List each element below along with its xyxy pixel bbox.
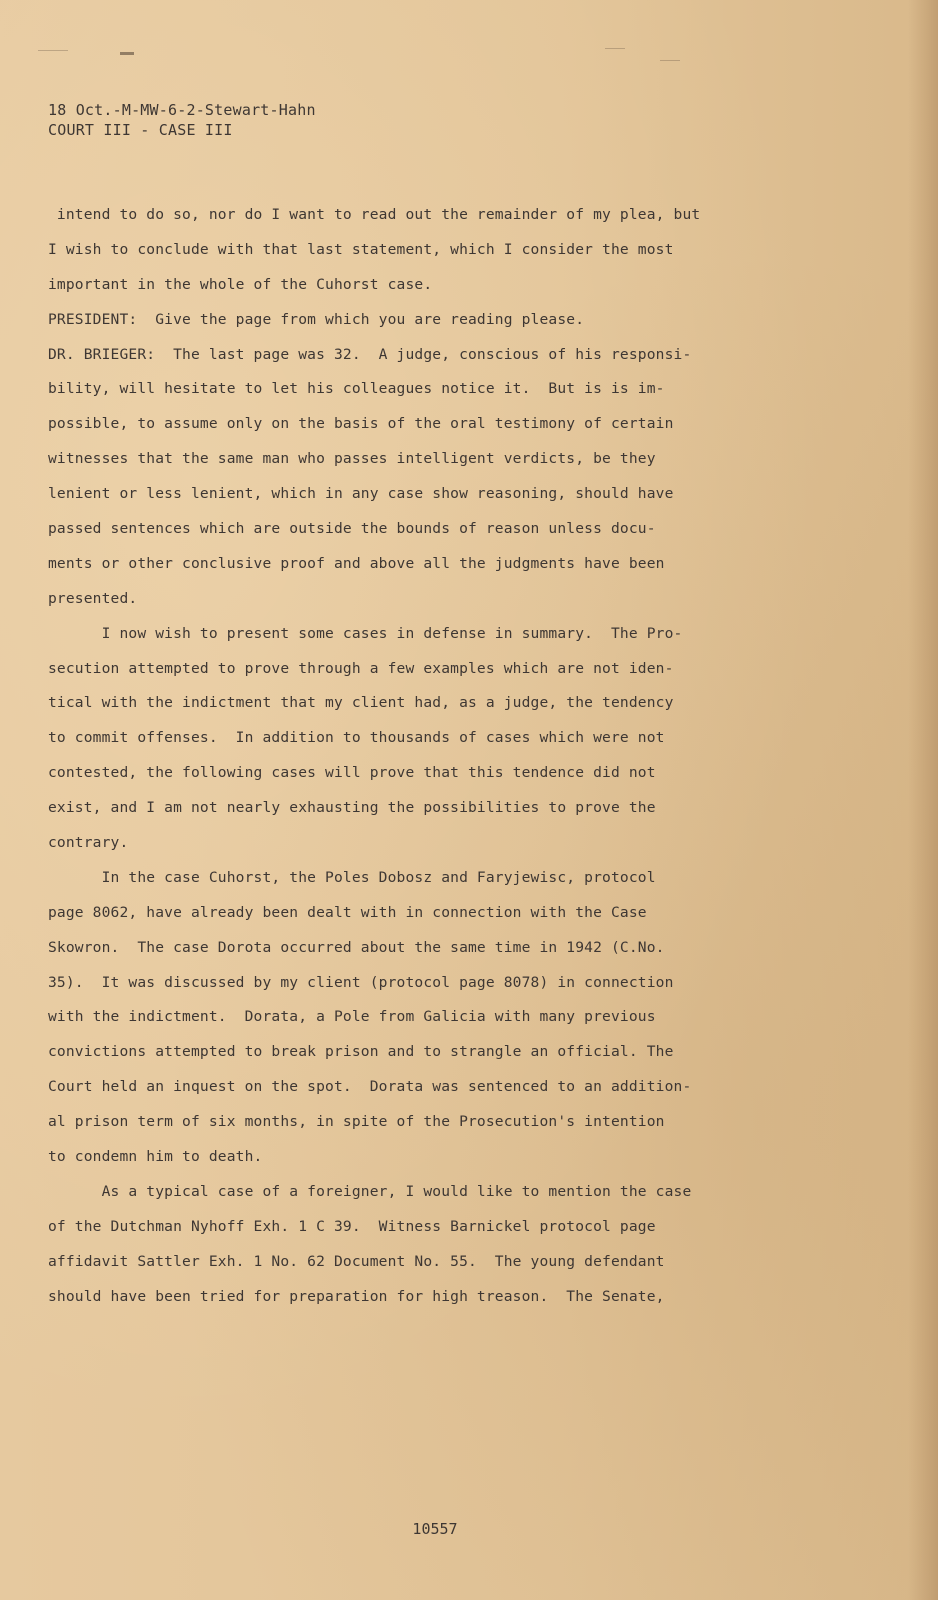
text-line: witnesses that the same man who passes intelligent verdicts, be they (48, 450, 656, 468)
text-line: In the case Cuhorst, the Poles Dobosz and Faryjewisc, protocol (48, 868, 656, 886)
header-reference-line: 18 Oct.-M-MW-6-2-Stewart-Hahn (48, 101, 316, 119)
text-line: affidavit Sattler Exh. 1 No. 62 Document No. 55. The young defendant (48, 1252, 665, 1270)
text-line: al prison term of six months, in spite of the Prosecution's intention (48, 1113, 665, 1131)
text-line: intend to do so, nor do I want to read out the remainder of my plea, but (48, 206, 701, 223)
text-line: ments or other conclusive proof and above all the judgments have been (48, 554, 665, 572)
text-line: As a typical case of a foreigner, I would like to mention the case (48, 1182, 692, 1200)
text-line: I wish to conclude with that last statement, which I consider the most (48, 240, 674, 258)
text-line: passed sentences which are outside the bounds of reason unless docu- (48, 520, 656, 538)
text-line: exist, and I am not nearly exhausting the possibilities to prove the (48, 799, 656, 817)
ink-speck (605, 48, 625, 49)
text-line: to condemn him to death. (48, 1148, 263, 1166)
text-line: PRESIDENT: Give the page from which you are reading please. (48, 310, 585, 328)
text-line: presented. (48, 589, 138, 607)
text-line: bility, will hesitate to let his colleagues notice it. But is is im- (48, 380, 665, 398)
ink-speck (38, 50, 68, 51)
text-line: contrary. (48, 834, 129, 852)
text-line: Skowron. The case Dorota occurred about the same time in 1942 (C.No. (48, 938, 665, 956)
text-line: with the indictment. Dorata, a Pole from Galicia with many previous (48, 1008, 656, 1026)
text-line: I now wish to present some cases in defense in summary. The Pro- (48, 624, 683, 642)
text-line: should have been tried for preparation for high treason. The Senate, (48, 1287, 665, 1305)
text-line: page 8062, have already been dealt with in connection with the Case (48, 903, 647, 921)
text-line: convictions attempted to break prison and to strangle an official. The (48, 1043, 674, 1061)
text-line: 35). It was discussed by my client (protocol page 8078) in connection (48, 973, 674, 991)
ink-speck (120, 52, 134, 55)
text-line: important in the whole of the Cuhorst case. (48, 275, 433, 293)
document-header (48, 100, 316, 140)
text-line: Court held an inquest on the spot. Dorata was sentenced to an addition- (48, 1078, 692, 1096)
text-line: DR. BRIEGER: The last page was 32. A judge, conscious of his responsi- (48, 345, 692, 363)
page-number: 10557 (412, 1520, 458, 1538)
text-line: tical with the indictment that my client had, as a judge, the tendency (48, 694, 674, 712)
header-court-line: COURT III - CASE III (48, 121, 233, 139)
transcript-body (48, 198, 828, 1315)
text-line: secution attempted to prove through a few examples which are not iden- (48, 659, 674, 677)
text-line: contested, the following cases will prove that this tendence did not (48, 764, 656, 782)
text-line: lenient or less lenient, which in any case show reasoning, should have (48, 485, 674, 503)
text-line: to commit offenses. In addition to thousands of cases which were not (48, 729, 665, 747)
text-line: of the Dutchman Nyhoff Exh. 1 C 39. Witness Barnickel protocol page (48, 1217, 656, 1235)
ink-speck (660, 60, 680, 61)
text-line: possible, to assume only on the basis of the oral testimony of certain (48, 415, 674, 433)
page-edge-shadow (908, 0, 938, 1600)
